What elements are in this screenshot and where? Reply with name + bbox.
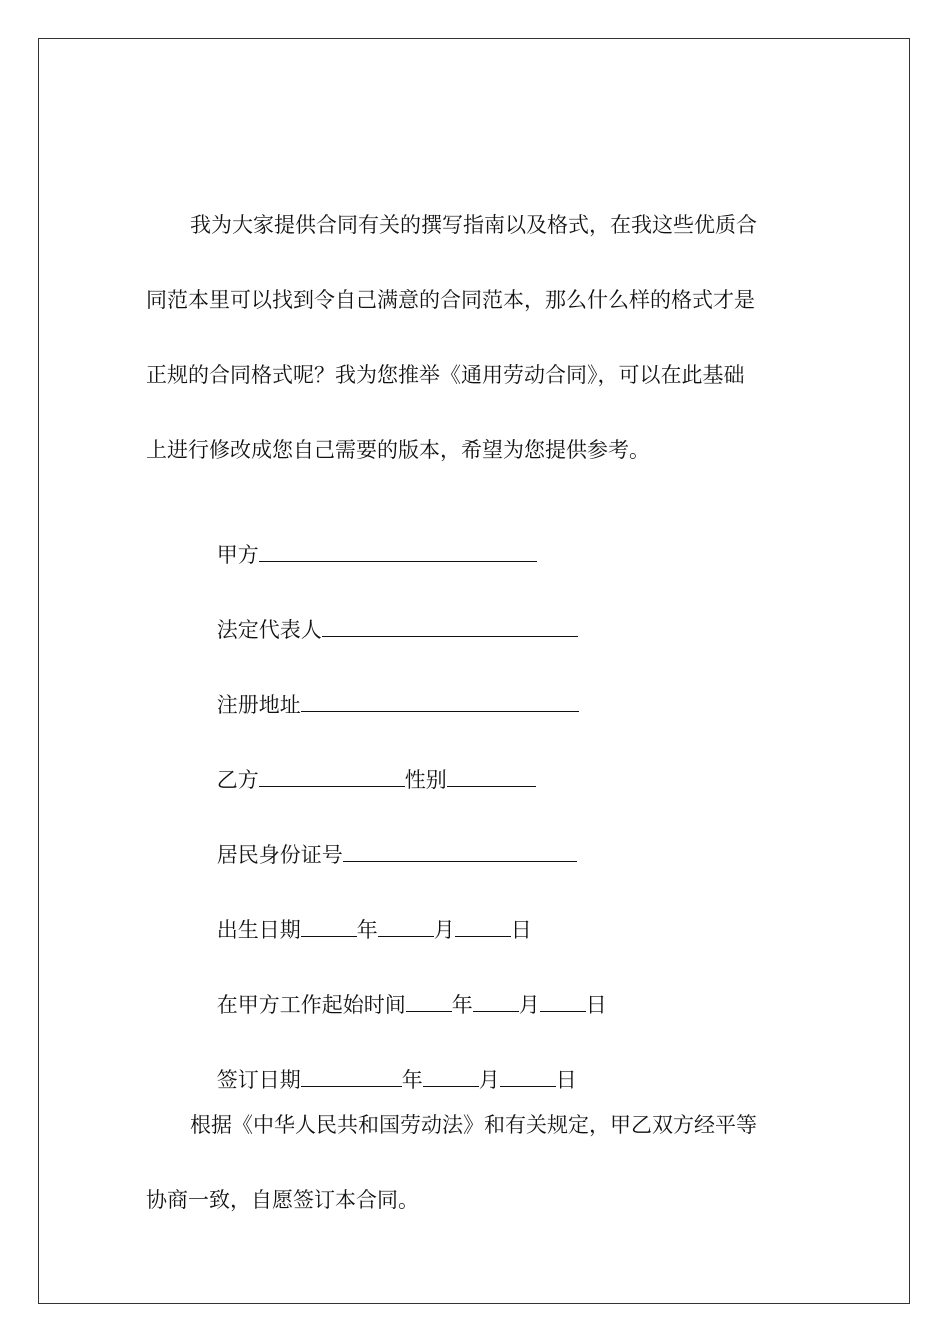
party-a-blank[interactable] bbox=[259, 541, 537, 562]
gender-blank[interactable] bbox=[447, 766, 536, 787]
year-label: 年 bbox=[356, 918, 378, 942]
year-label: 年 bbox=[451, 993, 473, 1017]
legal-rep-blank[interactable] bbox=[322, 616, 578, 637]
id-number-row bbox=[190, 810, 577, 867]
party-b-blank[interactable] bbox=[259, 766, 405, 787]
work-start-row bbox=[190, 960, 607, 1017]
birth-month-blank[interactable] bbox=[378, 916, 434, 937]
id-number-blank[interactable] bbox=[343, 841, 577, 862]
reg-address-row bbox=[190, 660, 579, 717]
work-start-day-blank[interactable] bbox=[540, 991, 586, 1012]
reg-address-blank[interactable] bbox=[301, 691, 579, 712]
intro-line-3: 正规的合同格式呢？我为您推举《通用劳动合同》，可以在此基础 bbox=[146, 363, 745, 387]
party-b-row bbox=[190, 735, 536, 792]
closing-line-2: 协商一致，自愿签订本合同。 bbox=[146, 1188, 419, 1212]
party-a-label: 甲方 bbox=[216, 543, 259, 567]
sign-date-row bbox=[190, 1035, 577, 1092]
work-start-month-blank[interactable] bbox=[473, 991, 519, 1012]
id-number-label: 居民身份证号 bbox=[216, 843, 343, 867]
legal-rep-row bbox=[190, 585, 578, 642]
reg-address-label: 注册地址 bbox=[216, 693, 301, 717]
birth-date-row bbox=[190, 885, 532, 942]
legal-rep-label: 法定代表人 bbox=[216, 618, 322, 642]
day-label: 日 bbox=[555, 1068, 577, 1092]
closing-line-1: 根据《中华人民共和国劳动法》和有关规定，甲乙双方经平等 bbox=[190, 1113, 757, 1137]
month-label: 月 bbox=[433, 918, 455, 942]
sign-date-label: 签订日期 bbox=[216, 1068, 301, 1092]
day-label: 日 bbox=[510, 918, 532, 942]
month-label: 月 bbox=[518, 993, 540, 1017]
birth-year-blank[interactable] bbox=[301, 916, 357, 937]
party-a-row bbox=[190, 510, 537, 567]
birth-date-label: 出生日期 bbox=[216, 918, 301, 942]
sign-day-blank[interactable] bbox=[500, 1066, 556, 1087]
work-start-label: 在甲方工作起始时间 bbox=[216, 993, 406, 1017]
intro-line-2: 同范本里可以找到令自己满意的合同范本，那么什么样的格式才是 bbox=[146, 288, 755, 312]
year-label: 年 bbox=[401, 1068, 423, 1092]
gender-label: 性别 bbox=[404, 768, 447, 792]
month-label: 月 bbox=[478, 1068, 500, 1092]
sign-month-blank[interactable] bbox=[423, 1066, 479, 1087]
party-b-label: 乙方 bbox=[216, 768, 259, 792]
day-label: 日 bbox=[585, 993, 607, 1017]
sign-year-blank[interactable] bbox=[301, 1066, 402, 1087]
intro-line-4: 上进行修改成您自己需要的版本，希望为您提供参考。 bbox=[146, 438, 650, 462]
birth-day-blank[interactable] bbox=[455, 916, 511, 937]
work-start-year-blank[interactable] bbox=[406, 991, 452, 1012]
intro-line-1: 我为大家提供合同有关的撰写指南以及格式，在我这些优质合 bbox=[190, 213, 757, 237]
